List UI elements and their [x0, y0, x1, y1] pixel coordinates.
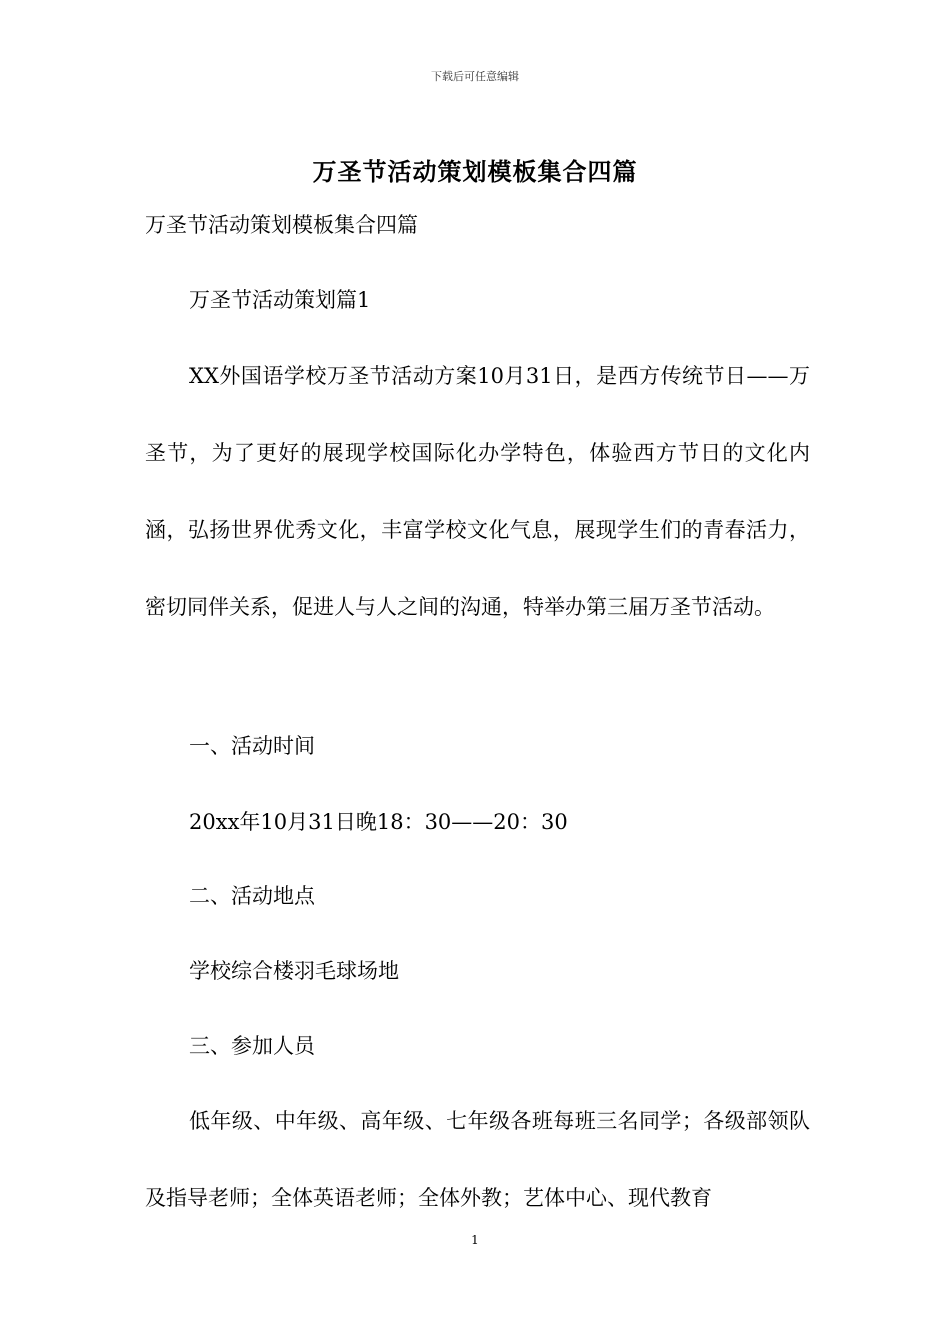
heading-activity-location: 二、活动地点 — [189, 884, 315, 908]
activity-location-text: 学校综合楼羽毛球场地 — [189, 959, 399, 983]
heading-participants: 三、参加人员 — [189, 1034, 315, 1058]
section-heading: 万圣节活动策划篇1 — [189, 288, 371, 312]
heading-activity-time: 一、活动时间 — [189, 734, 315, 758]
header-note: 下载后可任意编辑 — [431, 70, 519, 83]
activity-time-text: 20xx年10月31日晚18：30——20：30 — [189, 810, 568, 834]
intro-paragraph: XX外国语学校万圣节活动方案10月31日，是西方传统节日——万圣节，为了更好的展现学校国际化办学特色，体验西方节日的文化内涵，弘扬世界优秀文化，丰富学校文化气息，展现学生们的青春活力，密切同伴关系，促进人与人之间的沟通，特举办第三届万圣节活动。 — [145, 364, 810, 619]
participants-text: 低年级、中年级、高年级、七年级各班每班三名同学；各级部领队及指导老师；全体英语老师；全体外教；艺体中心、现代教育 — [145, 1109, 810, 1210]
page-number: 1 — [471, 1233, 479, 1247]
subtitle-line: 万圣节活动策划模板集合四篇 — [145, 213, 418, 237]
document-title: 万圣节活动策划模板集合四篇 — [312, 157, 638, 186]
